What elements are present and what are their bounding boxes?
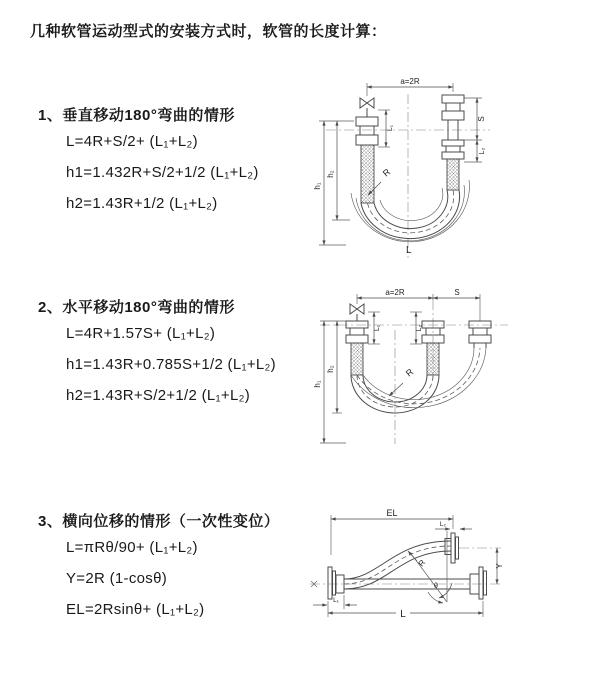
dim-label-r: R	[403, 366, 416, 379]
page-title: 几种软管运动型式的安装方式时，软管的长度计算：	[30, 23, 387, 40]
pipe-right	[442, 95, 464, 190]
radius-callout	[389, 366, 416, 396]
dim-label-l2: L₂	[479, 147, 486, 155]
dim-label-l2: L₂	[416, 324, 423, 332]
formula-length: L=πRθ/90+ (L₁+L₂)	[66, 539, 198, 556]
formula-y: Y=2R (1-cosθ)	[66, 570, 168, 587]
diagram-lateral-displacement	[300, 505, 600, 640]
dim-label-el: EL	[386, 508, 398, 518]
formula-h2: h2=1.43R+S/2+1/2 (L₁+L₂)	[66, 387, 251, 404]
dim-label-l-total: L	[406, 245, 412, 256]
braided-section	[427, 343, 439, 375]
section-2-heading: 2、水平移动180°弯曲的情形	[38, 299, 235, 316]
section-vertical-movement	[38, 106, 259, 219]
dimension-top-end	[435, 521, 472, 529]
dimension-heights-left	[313, 121, 354, 245]
dimension-top	[357, 288, 480, 321]
angle-construction	[412, 531, 452, 603]
dim-label-a2r: a=2R	[385, 288, 405, 297]
formula-h2: h2=1.43R+1/2 (L₁+L₂)	[66, 195, 218, 212]
dimension-right-end	[410, 312, 423, 344]
dim-label-h1: h₁	[313, 182, 322, 190]
dim-label-l1: L₁	[333, 597, 339, 604]
dim-label-l1: L₁	[387, 124, 394, 132]
braided-section	[447, 159, 459, 190]
centerlines	[320, 300, 508, 444]
dim-label-l-total: L	[400, 609, 406, 620]
centerlines	[310, 548, 501, 587]
dimension-heights-left	[313, 321, 346, 443]
dim-label-h2: h₂	[326, 365, 335, 373]
flange-left	[328, 567, 344, 599]
diagram-vertical-180-bend	[310, 72, 592, 262]
section-3-heading: 3、横向位移的情形（一次性变位）	[38, 513, 280, 530]
formula-length: L=4R+S/2+ (L₁+L₂)	[66, 133, 198, 150]
hose-u-bend-position2	[351, 348, 486, 408]
dimension-left-end	[378, 110, 394, 147]
flange-right	[470, 567, 487, 599]
pipe-middle	[422, 321, 444, 375]
dim-label-h1: h₁	[313, 380, 322, 388]
section-lateral-displacement	[38, 512, 279, 625]
braided-section	[361, 145, 374, 203]
centerlines	[326, 94, 490, 258]
formula-length: L=4R+1.57S+ (L₁+L₂)	[66, 325, 216, 342]
dim-label-r: R	[416, 558, 428, 569]
dim-label-r: R	[380, 166, 393, 179]
dim-label-theta: θ	[434, 583, 438, 590]
dimension-left-end	[368, 312, 381, 344]
dim-label-l2: L₂	[439, 521, 447, 528]
valve-icon	[360, 98, 374, 117]
dimension-el	[331, 508, 453, 555]
dim-label-y: Y	[495, 563, 504, 569]
dimension-top-span	[367, 77, 453, 96]
section-horizontal-movement	[38, 298, 276, 411]
valve-icon	[350, 304, 364, 321]
pipe-left	[346, 321, 368, 375]
diagram-horizontal-180-bend	[312, 284, 552, 452]
dimension-offset-y	[495, 548, 504, 584]
dimension-total-length	[328, 601, 483, 620]
dim-label-l1: L₁	[374, 324, 381, 332]
hose-s-curve	[344, 541, 451, 589]
formula-h1: h1=1.43R+0.785S+1/2 (L₁+L₂)	[66, 356, 276, 373]
braided-section	[351, 343, 363, 375]
dim-label-a2r: a=2R	[400, 77, 420, 86]
formula-el: EL=2Rsinθ+ (L₁+L₂)	[66, 601, 205, 618]
dim-label-h2: h₂	[326, 170, 335, 178]
formula-h1: h1=1.432R+S/2+1/2 (L₁+L₂)	[66, 164, 259, 181]
dimension-left-end	[313, 595, 357, 609]
dim-label-s: S	[454, 288, 460, 297]
dim-label-s: S	[477, 116, 486, 122]
section-1-heading: 1、垂直移动180°弯曲的情形	[38, 107, 235, 124]
